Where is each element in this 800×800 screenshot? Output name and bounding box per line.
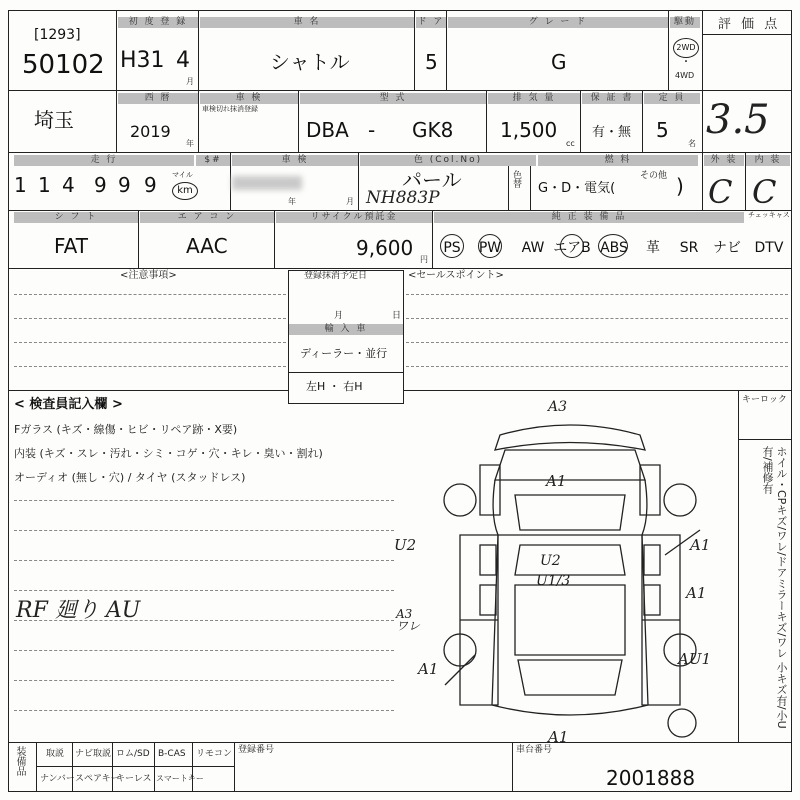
handle-value: 左H ・ 右H [306,380,363,393]
equip-pw: PW [478,240,502,256]
footer-col-label: 装備品 [14,746,25,776]
exterior-grade: C [708,173,733,211]
recycle-unit: 円 [420,255,428,264]
import-label: 輸 入 車 [289,324,403,335]
equip-ps: PS [443,240,461,256]
keylock-label: キーロック [742,395,787,405]
car-grade: G [551,50,567,74]
footer-item: B-CAS [158,749,186,759]
displacement: 1,500 [500,118,558,142]
first-reg-era: H31 [120,48,165,73]
chassis-label: 車台番号 [516,745,553,755]
register-day: 日 [392,311,402,321]
inspector-title: < 検査員記入欄 > [14,397,123,412]
footer-item: ナンバー [40,774,75,784]
header-drive: 駆動 [670,17,700,28]
mark-hood: A1 [546,472,567,490]
color-code: NH883P [366,188,440,208]
mark-left-rear2: A1 [418,660,439,678]
history-month-unit: 月 [346,197,354,206]
mark-roof: U2 [540,553,561,569]
equip-abs: ABS [600,240,628,256]
mark-right-rear: A1 [686,584,707,602]
mileage-unit-mile: マイル [172,171,193,179]
header-displacement: 排 気 量 [488,93,580,104]
header-fuel: 燃 料 [538,155,698,166]
color-change-label: 色替 [513,171,523,190]
header-car-name: 車 名 [200,17,414,28]
equip-ps-circle [440,234,464,258]
reg-number-label: 登録番号 [238,745,275,755]
header-grade: グ レ ー ド [448,17,668,28]
lot-number: 50102 [22,50,105,80]
model-dash: - [368,118,376,142]
footer-item: スペアキー [75,774,120,784]
chassis-number: 2001888 [606,766,696,790]
inspector-note: RF 廻り AU [16,598,141,623]
car-name: シャトル [270,50,350,74]
capacity-unit: 名 [688,139,696,148]
inspector-line1: Fガラス (キズ・線傷・ヒビ・リペア跡・X要) [14,423,238,436]
mark-top: A3 [548,399,568,415]
mark-left-rear: A3 ワレ [396,607,421,633]
header-eval: 評 価 点 [718,17,781,32]
header-ac: エ ア コ ン [140,212,274,223]
fuel-close: ) [676,174,684,198]
history-year-unit: 年 [288,197,296,206]
header-sharp: $# [196,155,230,166]
first-reg-month-unit: 月 [186,77,194,86]
header-shaken: 車 検 [200,93,298,104]
equip-pw-circle [478,234,502,258]
displacement-unit: cc [566,139,575,148]
year-unit: 年 [186,139,194,148]
mark-left-front: U2 [394,536,417,554]
header-capacity: 定 員 [644,93,700,104]
equip-dtv: DTV [754,240,784,256]
equip-navi: ナビ [713,240,741,256]
mileage-digit: 4 [62,173,75,197]
mileage-digit: 9 [118,173,131,197]
inspector-line2: 内装 (キズ・スレ・汚れ・シミ・コゲ・穴・キレ・臭い・割れ) [14,447,323,460]
shift-value: FAT [54,234,89,258]
mileage-digit: 1 [14,173,27,197]
car-diagram [420,405,720,740]
drive-dot: ・ [681,57,691,68]
header-interior: 内 装 [746,155,790,166]
evaluation-score: 3.5 [706,97,770,143]
mark-bottom: A1 [548,728,569,746]
footer-item: スマートキー [156,774,204,783]
mark-right-bottom: AU1 [678,650,712,668]
warranty-value: 有・無 [592,125,632,140]
model-prefix: DBA [306,118,349,142]
footer-item: ナビ取説 [75,749,112,759]
mileage-digit: 1 [38,173,51,197]
drive-4wd: 4WD [675,71,695,80]
side-text: ホイル・CPキズ/ワレ/ドアミラーキズ/ワレ 小キズ有/小U有/補修有 [761,446,788,729]
interior-grade: C [752,173,777,211]
header-history: 車 検 [232,155,358,166]
footer-item: キーレス [116,774,152,784]
keyless-note: チェッキャス [748,211,790,219]
register-label: 登録抹消予定日 [304,271,368,281]
equip-airbag-circle [560,234,584,258]
prefecture: 埼玉 [34,108,74,132]
equip-leather: 革 [646,240,660,256]
header-first-reg: 初 度 登 録 [118,17,198,28]
equip-airbag: エアB [553,240,591,256]
header-color: 色 (Col.No) [360,155,536,166]
equip-abs-circle [598,234,628,258]
lot-code: [1293] [34,27,81,43]
drive-2wd: 2WD [673,38,699,58]
sales-label: <セールスポイント> [408,270,504,281]
equip-aw: AW [521,240,545,256]
ac-value: AAC [186,234,228,258]
model-code: GK8 [412,118,454,142]
mileage-digit: 9 [94,173,107,197]
equip-sr: SR [679,240,699,256]
mark-roof2: U1/3 [536,573,571,589]
mark-right-front: A1 [690,536,711,554]
first-reg-month: 4 [176,48,190,73]
header-recycle: リサイクル預託金 [276,212,432,223]
inspector-line3: オーディオ (無し・穴) / タイヤ (スタッドレス) [14,471,246,484]
header-equipment: 純 正 装 備 品 [434,212,744,223]
capacity-value: 5 [656,118,669,142]
year-value: 2019 [130,122,171,141]
header-year: 西 暦 [118,93,198,104]
mileage-unit-km: km [172,182,198,200]
header-model: 型 式 [300,93,486,104]
car-doors: 5 [425,50,438,74]
header-door: ド ア [417,17,445,27]
redacted-area [232,176,302,190]
header-exterior: 外 装 [704,155,744,166]
recycle-value: 9,600 [356,236,414,260]
header-warranty: 保 証 書 [582,93,642,104]
import-value: ディーラー・並行 [300,347,388,360]
shaken-note: 車検切れ抹消登録 [202,105,258,113]
header-shift: シ フ ト [14,212,138,223]
footer-item: ロム/SD [116,749,150,759]
caution-label: <注意事項> [120,270,177,281]
mileage-digit: 9 [144,173,157,197]
fuel-other: その他 [640,171,668,181]
color-name: パール [402,168,462,192]
header-mileage: 走 行 [14,155,194,166]
footer-item: 取説 [46,749,65,759]
footer-item: リモコン [196,749,233,759]
fuel-options: G・D・電気( [538,181,616,196]
register-month: 月 [334,311,344,321]
